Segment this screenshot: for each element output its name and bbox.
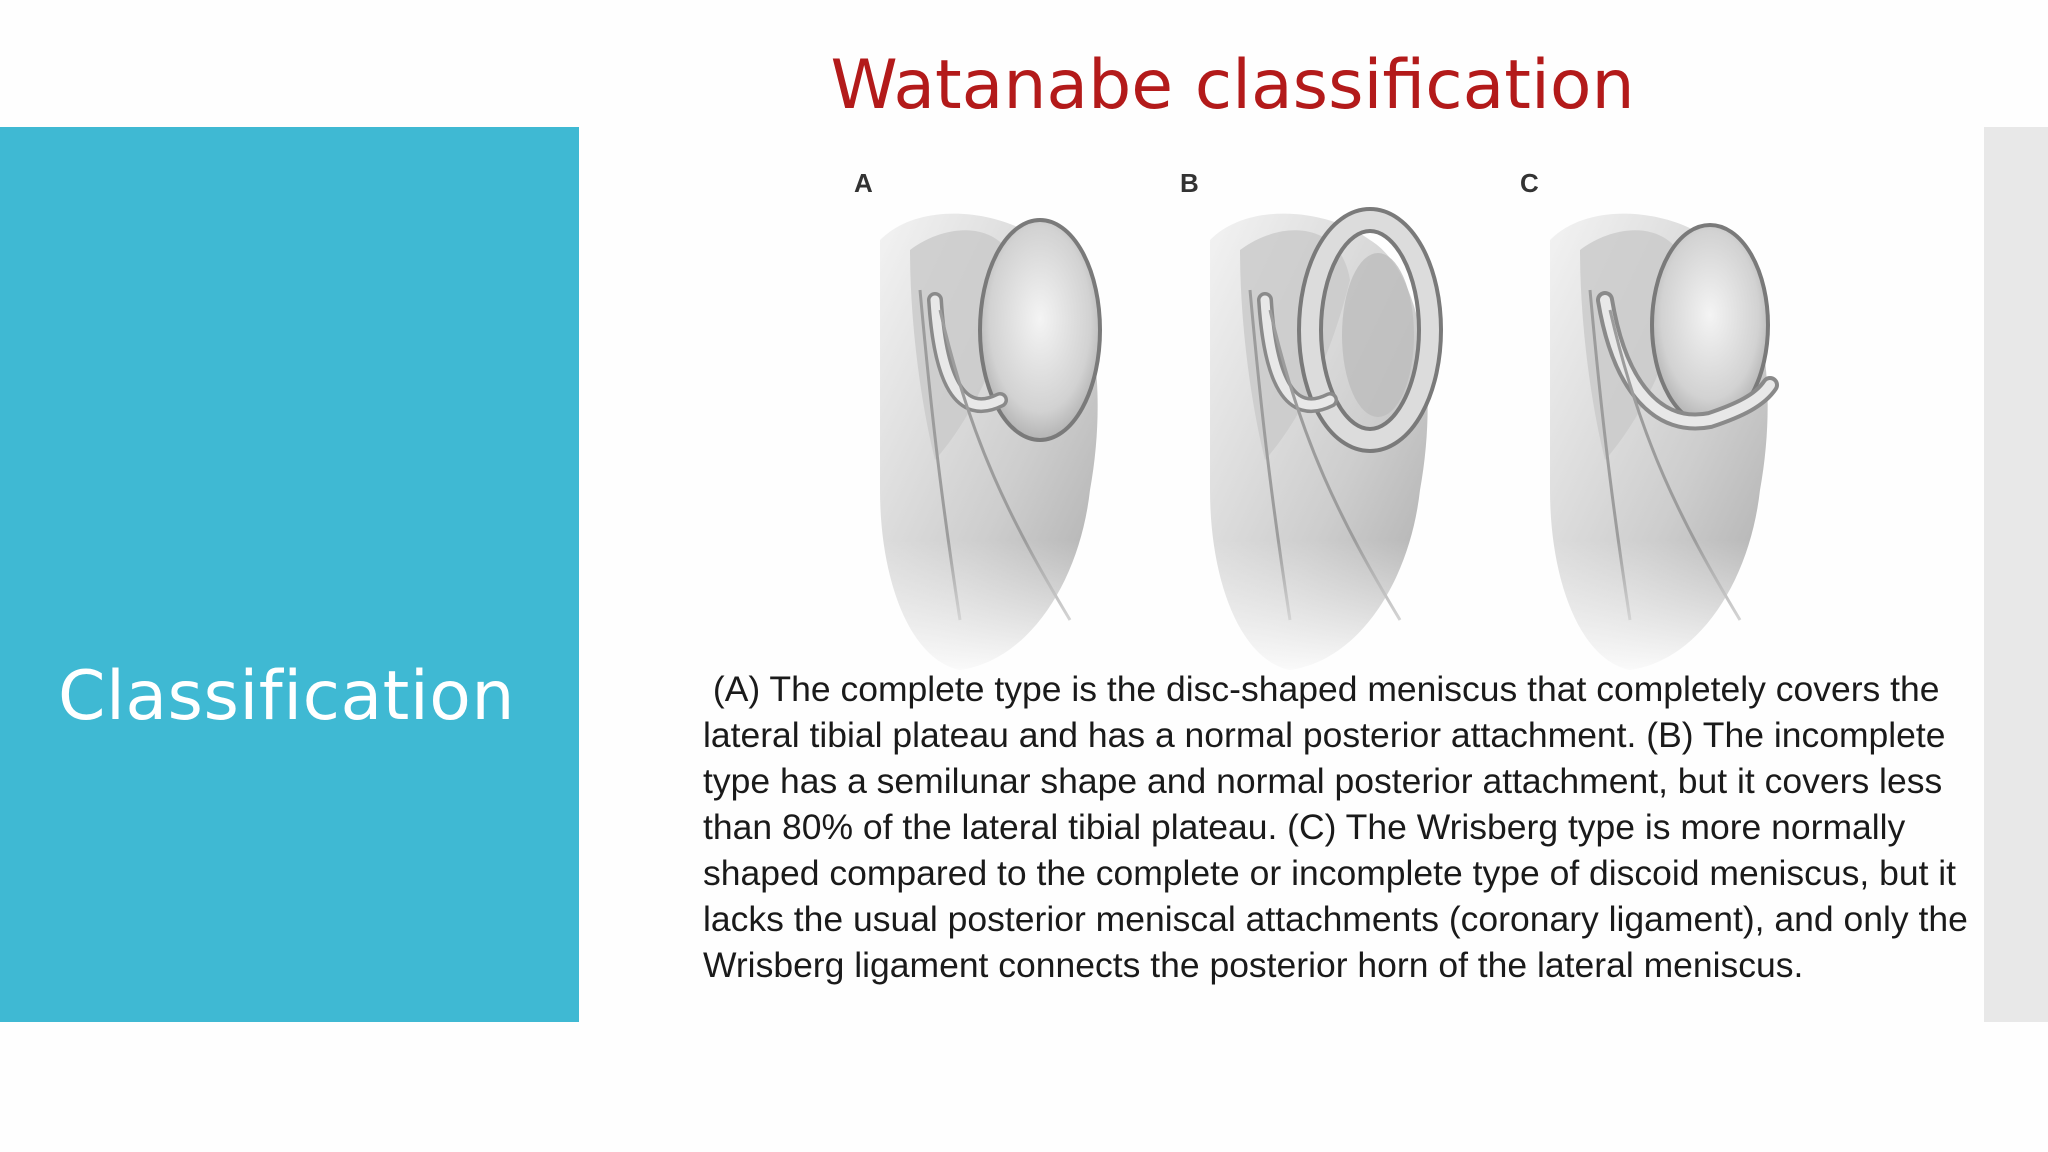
panel-label-a: A	[854, 168, 873, 198]
figure-caption: (A) The complete type is the disc-shaped meniscus that completely covers the lateral tibial plateau and has a normal posterior attachment. (B) The incomplete type has a semilunar shape and normal posterior attachment, but it covers less than 80% of the lateral tibial plateau. (C) The Wrisberg type is more normally shaped compared to the complete or incomplete type of discoid meniscus, but it lacks the usual posterior meniscal attachments (coronary ligament), and only the Wrisberg ligament connects the posterior horn of the lateral meniscus.	[703, 669, 1978, 985]
right-edge-strip	[1984, 127, 2048, 1022]
wrisberg-discoid-meniscus-illustration	[1510, 214, 1800, 680]
panel-b	[1170, 168, 1460, 680]
side-panel	[0, 127, 579, 1022]
meniscus-illustrations	[840, 160, 1850, 680]
panel-c	[1510, 168, 1800, 680]
slide-title: Watanabe classification	[830, 46, 1635, 125]
panel-a	[840, 168, 1130, 680]
complete-discoid-meniscus-illustration	[840, 214, 1130, 680]
panel-label-c: C	[1520, 168, 1539, 198]
incomplete-discoid-meniscus-illustration	[1170, 214, 1460, 680]
panel-label-b: B	[1180, 168, 1199, 198]
section-title: Classification	[58, 657, 515, 736]
meniscus-figure	[840, 160, 1850, 680]
